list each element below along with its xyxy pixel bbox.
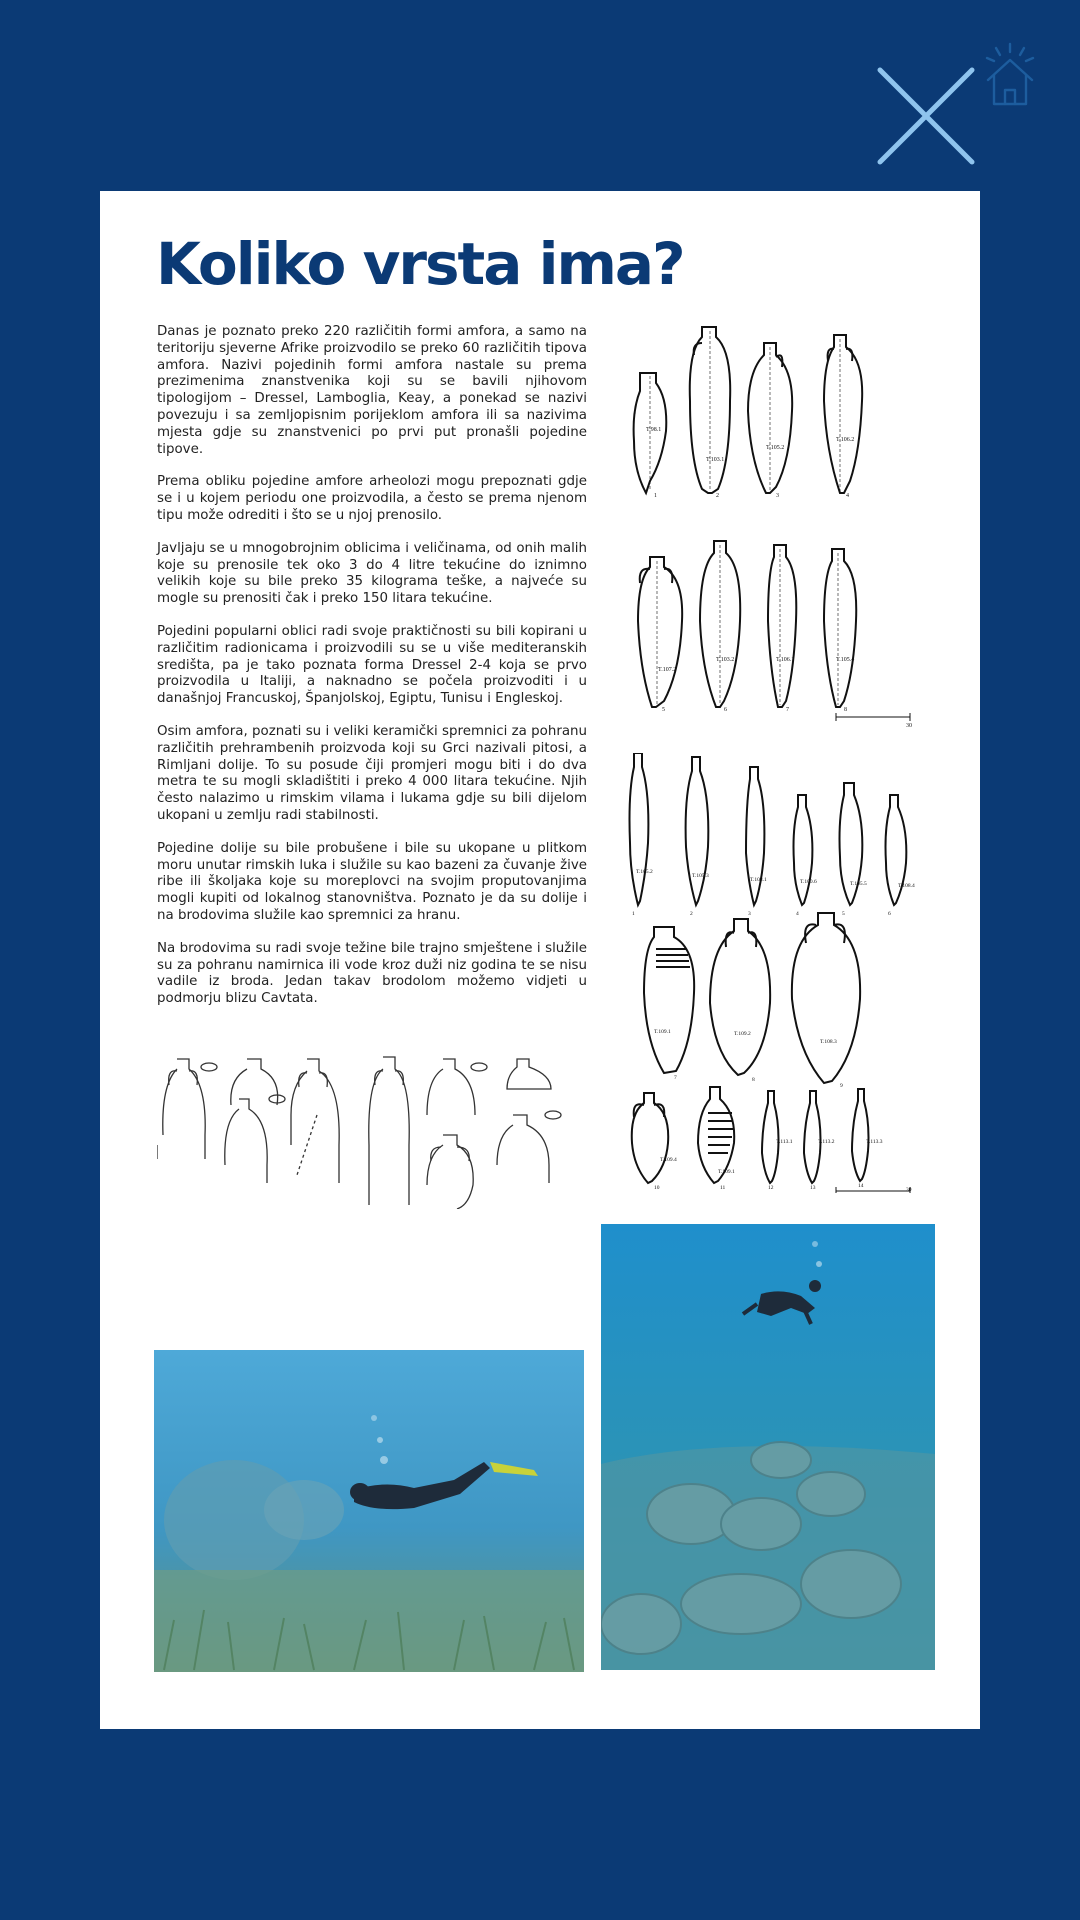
fig-number-12: 4	[796, 911, 799, 917]
fig-label-14: T.108.4	[898, 883, 915, 889]
paragraph-3: Javljaju se u mnogobrojnim oblicima i veličinama, od onih malih koje su prenosile tek oko 3 do 4 litre tekućine do iznimno velikih koje su bile preko 35 kilograma teške, a najveće su mogle su prenositi čak i preko 150 litara tekućine.	[157, 540, 587, 607]
fig-label-17: T.108.3	[820, 1039, 837, 1045]
fig-label-19: T.109.1	[718, 1169, 735, 1175]
fig-label-3: T.105.2	[766, 445, 785, 451]
fig-label-18: T.109.4	[660, 1157, 677, 1163]
fig-label-1: T.98.1	[646, 427, 662, 433]
fig-number-9: 1	[632, 911, 635, 917]
close-button[interactable]	[876, 66, 976, 166]
scale-label-2: 30	[906, 1187, 912, 1193]
fig-label-8: T.105.4	[836, 657, 855, 663]
fig-label-4: T.106.2	[836, 437, 855, 443]
scale-label-1: 30	[906, 723, 912, 729]
fig-label-22: T.113.3	[866, 1139, 883, 1145]
fig-number-5: 5	[662, 707, 665, 713]
fig-number-21: 13	[810, 1185, 816, 1191]
home-button[interactable]	[982, 42, 1038, 108]
underwater-photo-diver	[154, 1350, 584, 1672]
amphora-typology-plate-1	[626, 321, 926, 731]
fig-number-1: 1	[654, 493, 657, 499]
amphora-typology-plate-2	[626, 753, 926, 1193]
fig-label-9: T.105.2	[636, 869, 653, 875]
close-icon	[876, 66, 976, 166]
fig-label-7: T.106.1	[776, 657, 795, 663]
paragraph-5: Osim amfora, poznati su i veliki keramički spremnici za pohranu različitih prehrambenih proizvoda koji su Grci nazivali pitosi, a Rimljani dolije. To su posude čiji promjeri mogu biti i do dva metra te su mogli skladištiti i preko 4 000 litara tekućine. Njih često nalazimo u rimskim vilama i lukama gdje su bili dijelom ukopani u zemlju radi stabilnosti.	[157, 723, 587, 823]
home-icon	[982, 42, 1038, 108]
fig-label-11: T.108.1	[750, 877, 767, 883]
underwater-photo-shipwreck	[601, 1224, 935, 1670]
paragraph-1: Danas je poznato preko 220 različitih formi amfora, a samo na teritoriju sjeverne Afrike proizvodilo se preko 60 različitih tipova amfora. Nazivi pojedinih formi amfora nastale su prema prezimenima znanstvenika koji su se bavili njihovom tipologijom – Dressel, Lamboglia, Keay, a ponekad se nazivi povezuju i sa zemljopisnim porijeklom amfora ili sa nazivima mjesta gdje su znanstvenici po prvi put pronašli pojedine tipove.	[157, 324, 587, 457]
fig-number-4: 4	[846, 493, 849, 499]
fig-number-17: 9	[840, 1083, 843, 1089]
fig-number-18: 10	[654, 1185, 660, 1191]
fig-number-19: 11	[720, 1185, 726, 1191]
fig-label-15: T.109.1	[654, 1029, 671, 1035]
fig-label-21: T.113.2	[818, 1139, 835, 1145]
page-title: Koliko vrsta ima?	[156, 230, 684, 298]
fig-label-20: T.113.1	[776, 1139, 793, 1145]
fig-number-16: 8	[752, 1077, 755, 1083]
fig-number-10: 2	[690, 911, 693, 917]
fig-number-11: 3	[748, 911, 751, 917]
fig-label-16: T.109.2	[734, 1031, 751, 1037]
fig-number-22: 14	[858, 1183, 864, 1189]
fig-label-12: T.100.6	[800, 879, 817, 885]
fig-number-3: 3	[776, 493, 779, 499]
fig-number-14: 6	[888, 911, 891, 917]
fig-number-15: 7	[674, 1075, 677, 1081]
fig-number-8: 8	[844, 707, 847, 713]
fig-number-13: 5	[842, 911, 845, 917]
fig-number-20: 12	[768, 1185, 774, 1191]
fig-label-6: T.103.2	[716, 657, 735, 663]
paragraph-2: Prema obliku pojedine amfore arheolozi mogu prepoznati gdje se i u kojem periodu one proizvodila, a često se prema njenom tipu može odrediti i što se u njoj prenosilo.	[157, 474, 587, 523]
fig-label-10: T.105.3	[692, 873, 709, 879]
fig-label-2: T.103.1	[706, 457, 725, 463]
content-panel	[100, 191, 980, 1729]
body-text	[157, 324, 587, 1024]
fig-number-2: 2	[716, 493, 719, 499]
fig-label-5: T.107.2	[658, 667, 677, 673]
fig-number-7: 7	[786, 707, 789, 713]
paragraph-6: Pojedine dolije su bile probušene i bile su ukopane u plitkom moru unutar rimskih luka i služile su kao bazeni za čuvanje žive ribe ili školjaka koje su moreplovci na svojim proputovanjima mogli kupiti od lokalnog stanovništva. Poznato je da su dolije i na brodovima služile kao spremnici za hranu.	[157, 840, 587, 923]
fig-number-6: 6	[724, 707, 727, 713]
paragraph-7: Na brodovima su radi svoje težine bile trajno smještene i služile su za pohranu namirnica ili vode kroz duži niz godina te se nisu vadile iz broda. Jedan takav brodolom možemo vidjeti u podmorju blizu Cavtata.	[157, 940, 587, 1007]
amphora-sketches	[157, 1055, 569, 1209]
paragraph-4: Pojedini popularni oblici radi svoje praktičnosti su bili kopirani u različitim radionicama i proizvodili su se u više mediteranskih središta, pa je tako poznata forma Dressel 2-4 koja se prvo proizvodila u Italiji, a naknadno se počela proizvoditi i u današnjoj Francuskoj, Španjolskoj, Egiptu, Tunisu i Engleskoj.	[157, 623, 587, 707]
fig-label-13: T.105.5	[850, 881, 867, 887]
